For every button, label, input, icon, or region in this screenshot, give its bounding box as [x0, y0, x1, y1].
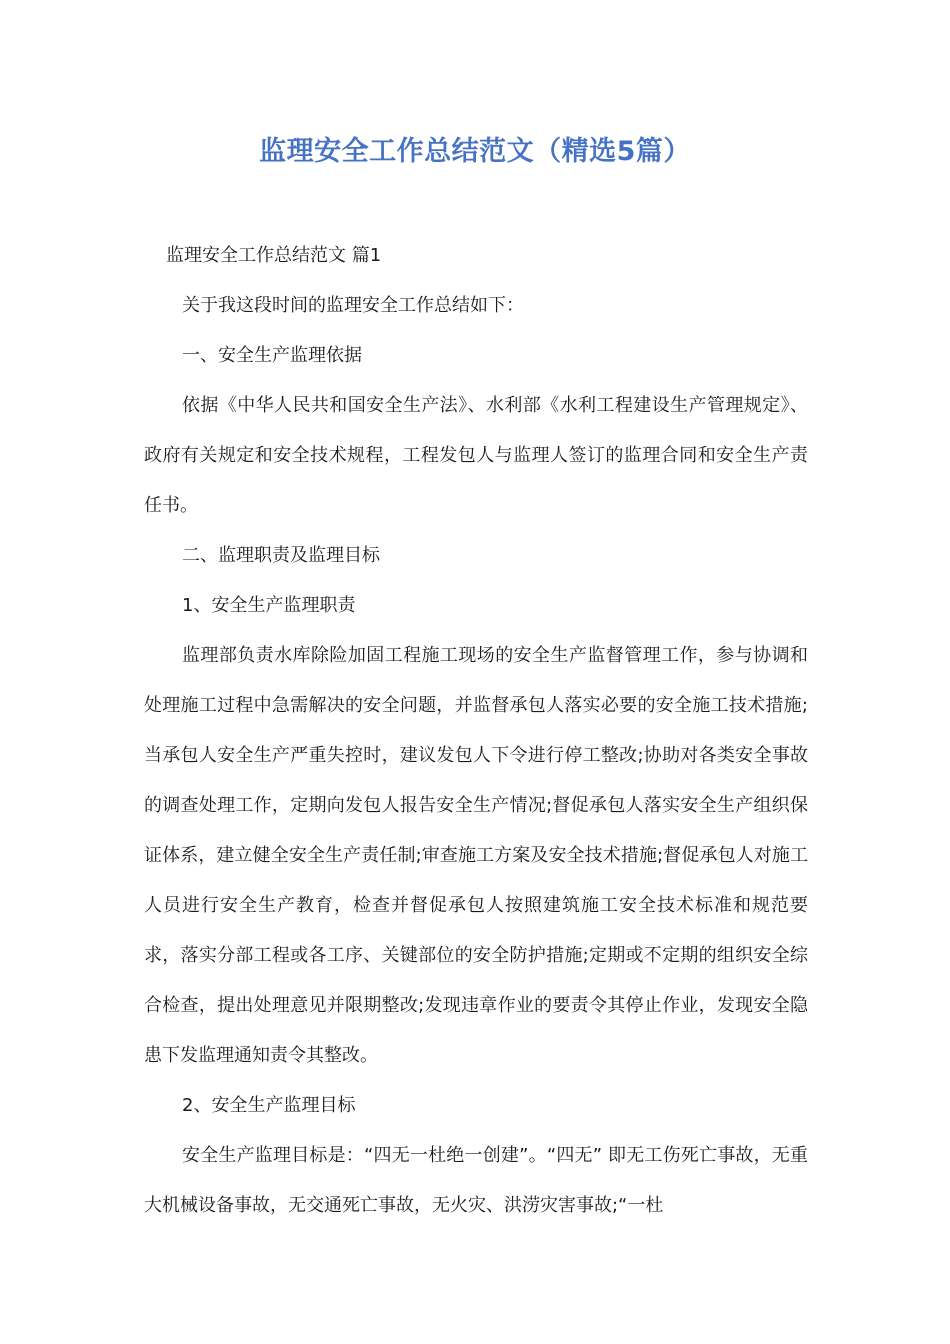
document-body [144, 231, 808, 1231]
paragraph-duties: 监理部负责水库除险加固工程施工现场的安全生产监督管理工作，参与协调和处理施工过程中急需解决的安全问题，并监督承包人落实必要的安全施工技术措施;当承包人安全生产严重失控时，建议发包人下令进行停工整改;协助对各类安全事故的调查处理工作，定期向发包人报告安全生产情况;督促承包人落实安全生产组织保证体系，建立健全安全生产责任制;审查施工方案及安全技术措施;督促承包人对施工人员进行安全生产教育，检查并督促承包人按照建筑施工安全技术标准和规范要求，落实分部工程或各工序、关键部位的安全防护措施;定期或不定期的组织安全综合检查，提出处理意见并限期整改;发现违章作业的要责令其停止作业，发现安全隐患下发监理通知责令其整改。 [144, 645, 808, 1066]
section-heading: 监理安全工作总结范文 篇1 [166, 245, 382, 266]
heading-duties-goals: 二、监理职责及监理目标 [182, 545, 380, 566]
document-title: 监理安全工作总结范文（精选5篇） [259, 136, 691, 167]
heading-goals: 2、安全生产监理目标 [182, 1095, 356, 1116]
paragraph-goals: 安全生产监理目标是：“四无一杜绝一创建”。“四无” 即无工伤死亡事故，无重大机械设备事故，无交通死亡事故，无火灾、洪涝灾害事故;“一杜 [144, 1145, 808, 1216]
heading-basis: 一、安全生产监理依据 [182, 345, 362, 366]
heading-duties: 1、安全生产监理职责 [182, 595, 356, 616]
paragraph-basis: 依据《中华人民共和国安全生产法》、水利部《水利工程建设生产管理规定》、政府有关规定和安全技术规程，工程发包人与监理人签订的监理合同和安全生产责任书。 [144, 395, 808, 516]
paragraph-intro: 关于我这段时间的监理安全工作总结如下： [182, 295, 524, 316]
